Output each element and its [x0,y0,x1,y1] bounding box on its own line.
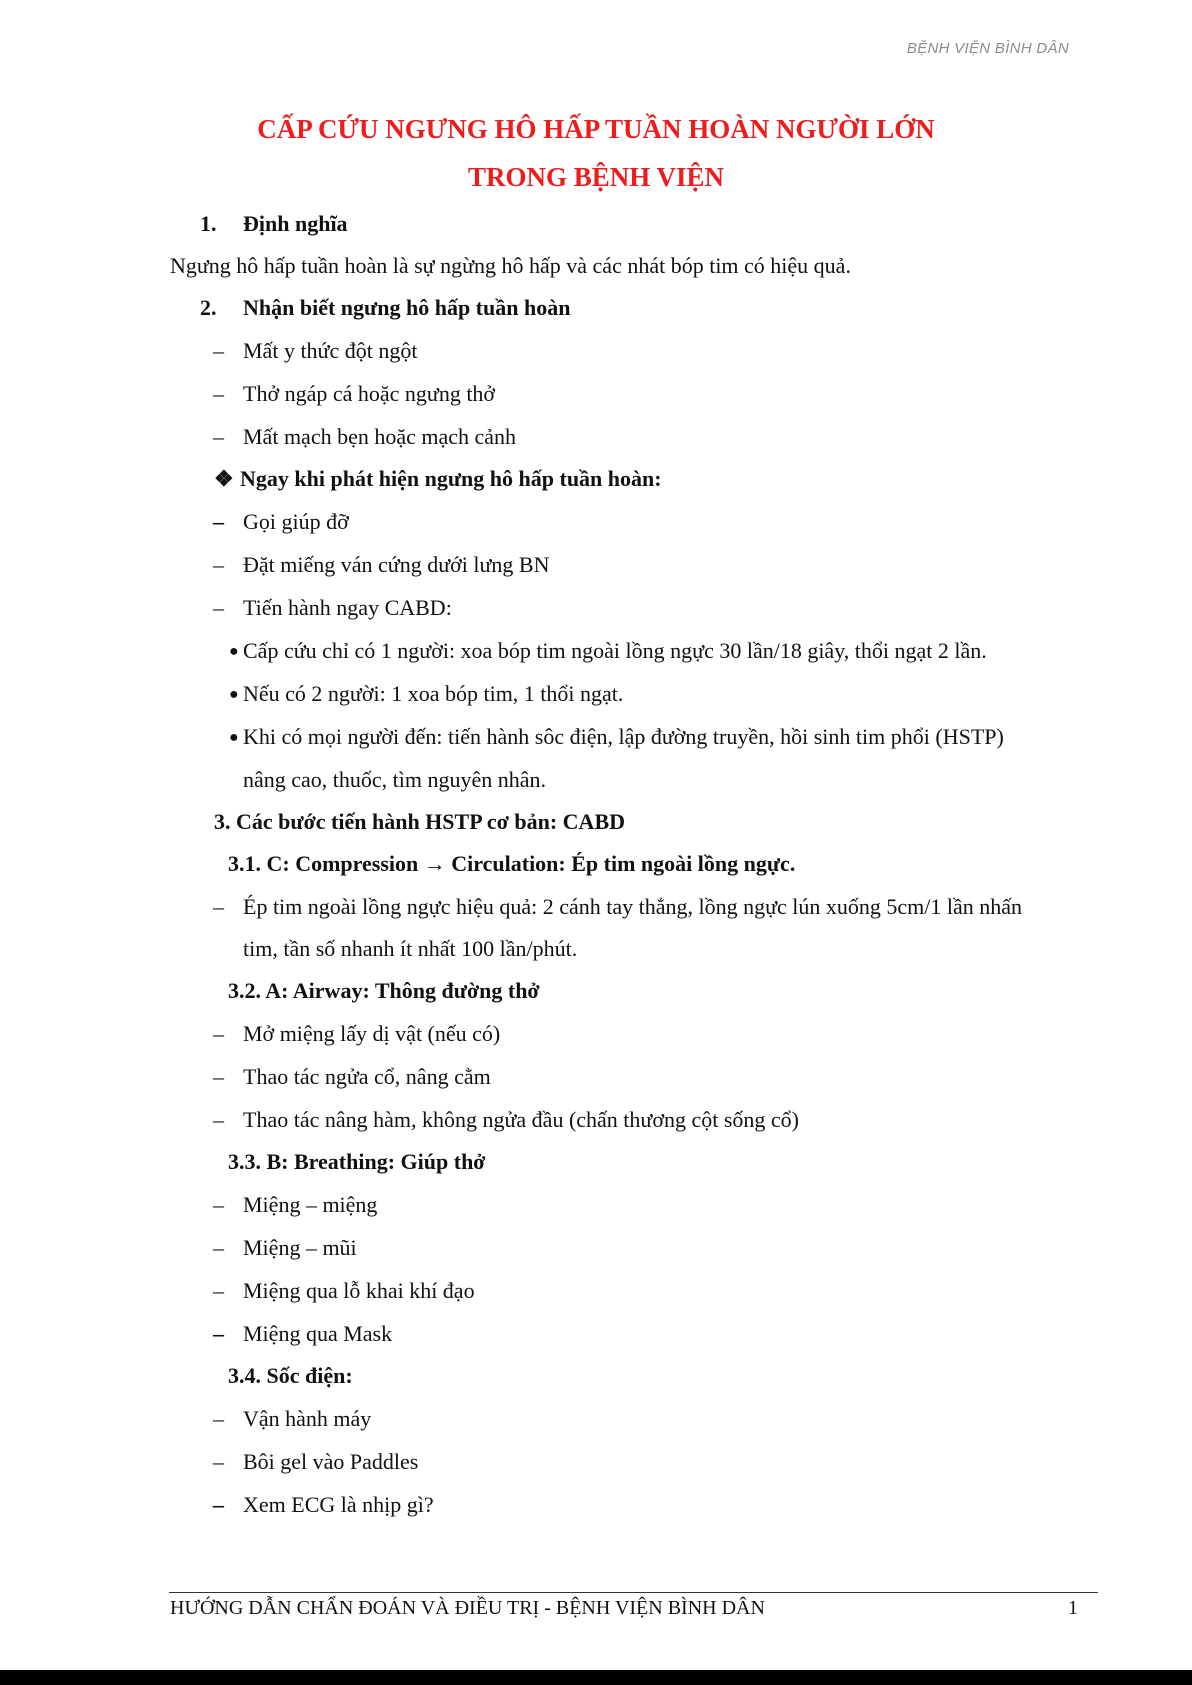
definition-paragraph: Ngưng hô hấp tuần hoàn là sự ngừng hô hấp và các nhát bóp tim có hiệu quả. [170,253,851,278]
section-title: Định nghĩa [243,211,348,236]
diamond-bullet-icon: ❖ [214,466,234,491]
emphasis-heading: ❖ Ngay khi phát hiện ngưng hô hấp tuần hoàn: [214,464,662,494]
section-number: 1. [200,211,217,236]
page-bottom-border [0,1670,1192,1685]
list-item: – Vận hành máy [213,1406,372,1431]
list-item: – Miệng – miệng [213,1192,378,1217]
document-title-line-1: CẤP CỨU NGƯNG HÔ HẤP TUẦN HOÀN NGƯỜI LỚN [257,114,935,144]
subsection-3-4-heading: 3.4. Sốc điện: [228,1363,353,1388]
list-item: – Miệng qua Mask [213,1321,393,1346]
subsection-3-1-heading: 3.1. C: Compression → Circulation: Ép tim ngoài lồng ngực. [228,851,796,876]
bullet-item: ● Khi có mọi người đến: tiến hành sôc điện, lập đường truyền, hồi sinh tim phổi (HSTP) [229,722,1004,753]
section-1-heading [200,209,348,239]
page-number: 1 [1068,1597,1078,1619]
list-item-continuation: tim, tần số nhanh ít nhất 100 lần/phút. [243,936,578,961]
list-item: – Mất mạch bẹn hoặc mạch cảnh [213,424,517,449]
list-item: – Thở ngáp cá hoặc ngưng thở [213,381,496,406]
bullet-dot-icon: ● [229,686,239,703]
list-item: – Ép tim ngoài lồng ngực hiệu quả: 2 cánh tay thẳng, lồng ngực lún xuống 5cm/1 lần nhấn [213,894,1023,919]
bullet-dot-icon: ● [229,643,239,660]
subsection-3-2-heading: 3.2. A: Airway: Thông đường thở [228,978,540,1003]
running-footer: HƯỚNG DẪN CHẨN ĐOÁN VÀ ĐIỀU TRỊ - BỆNH VIỆN BÌNH DÂN [170,1597,765,1619]
list-item: – Mở miệng lấy dị vật (nếu có) [213,1021,501,1046]
subsection-3-3-heading: 3.3. B: Breathing: Giúp thở [228,1149,486,1174]
list-item: – Bôi gel vào Paddles [213,1449,419,1474]
bullet-item: ● Nếu có 2 người: 1 xoa bóp tim, 1 thổi ngạt. [229,679,623,710]
list-item: – Tiến hành ngay CABD: [213,595,452,620]
list-item: – Gọi giúp đỡ [213,509,349,534]
list-item: – Miệng – mũi [213,1235,357,1260]
section-3-heading: 3. Các bước tiến hành HSTP cơ bản: CABD [214,809,626,834]
bullet-item: ● Cấp cứu chỉ có 1 người: xoa bóp tim ngoài lồng ngực 30 lần/18 giây, thổi ngạt 2 lần. [229,636,987,667]
list-item: – Mất y thức đột ngột [213,338,418,363]
section-title: Nhận biết ngưng hô hấp tuần hoàn [243,295,571,320]
section-number: 2. [200,295,217,320]
bullet-item-continuation: nâng cao, thuốc, tìm nguyên nhân. [243,767,547,792]
list-item: – Thao tác nâng hàm, không ngửa đầu (chấn thương cột sống cổ) [213,1107,799,1132]
document-title-line-2: TRONG BỆNH VIỆN [467,162,725,192]
list-item: – Đặt miếng ván cứng dưới lưng BN [213,552,550,577]
list-item: – Xem ECG là nhịp gì? [213,1492,434,1517]
running-header: BỆNH VIỆN BÌNH DÂN [906,40,1069,57]
bullet-dot-icon: ● [229,729,239,746]
section-2-heading [200,293,570,323]
list-item: – Miệng qua lỗ khai khí đạo [213,1278,475,1303]
list-item: – Thao tác ngửa cổ, nâng cằm [213,1064,491,1089]
